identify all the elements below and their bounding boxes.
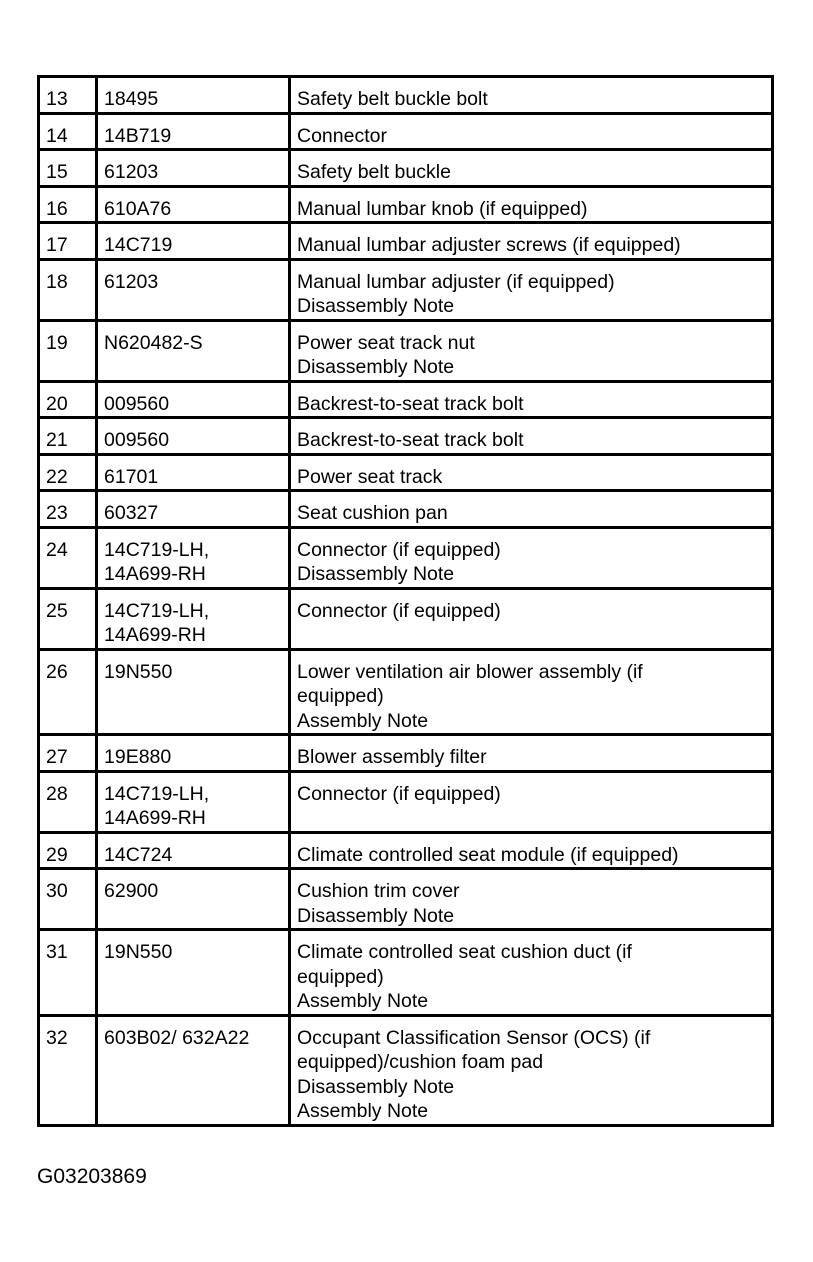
description-cell: [290, 930, 773, 1016]
part-number-cell: [97, 491, 290, 528]
table-row: [39, 186, 773, 223]
item-number-cell: [39, 735, 97, 772]
description-cell: [290, 381, 773, 418]
item-number: 14: [46, 124, 68, 147]
table-row: [39, 223, 773, 260]
part-number-cell: [97, 735, 290, 772]
description-line: Disassembly Note: [297, 1075, 455, 1098]
item-number: 31: [46, 941, 68, 963]
item-number: 26: [46, 660, 68, 683]
part-number-cell: [97, 77, 290, 114]
description-line: Disassembly Note: [297, 295, 455, 317]
description-line: Connector: [297, 124, 387, 147]
part-number-line: 61203: [104, 161, 159, 183]
item-number: 17: [46, 234, 68, 256]
item-number-cell: [39, 150, 97, 187]
part-number-cell: [97, 418, 290, 455]
table-row: [39, 418, 773, 455]
description-line: Disassembly Note: [297, 904, 455, 927]
part-number-line: 19N550: [104, 941, 173, 963]
description-line: Disassembly Note: [297, 356, 455, 378]
part-number-line: 603B02/ 632A22: [104, 1026, 250, 1049]
item-number: 24: [46, 538, 68, 561]
item-number-cell: [39, 259, 97, 320]
part-number-line: 14C719-LH,: [104, 538, 210, 561]
table-row: [39, 527, 773, 588]
description-cell: [290, 320, 773, 381]
item-number: 19: [46, 331, 68, 354]
description-line: Connector (if equipped): [297, 782, 501, 805]
description-line: Lower ventilation air blower assembly (if: [297, 660, 643, 683]
description-line: equipped): [297, 685, 384, 707]
item-number-cell: [39, 381, 97, 418]
description-line: Power seat track: [297, 465, 443, 488]
description-cell: [290, 259, 773, 320]
part-number-cell: [97, 832, 290, 869]
item-number: 29: [46, 843, 68, 866]
item-number-cell: [39, 418, 97, 455]
part-number-cell: [97, 259, 290, 320]
description-cell: [290, 649, 773, 735]
item-number: 18: [46, 270, 68, 293]
part-number-cell: [97, 930, 290, 1016]
item-number: 30: [46, 880, 68, 902]
part-number-line: 19E880: [104, 746, 172, 768]
part-number-line: 14C724: [104, 843, 173, 866]
table-row: [39, 491, 773, 528]
table-row: [39, 771, 773, 832]
description-line: equipped): [297, 965, 384, 988]
part-number-line: 14A699-RH: [104, 563, 206, 585]
description-cell: [290, 527, 773, 588]
description-cell: [290, 1015, 773, 1125]
item-number-cell: [39, 869, 97, 930]
description-line: Assembly Note: [297, 709, 429, 732]
item-number-cell: [39, 77, 97, 114]
item-number-cell: [39, 588, 97, 649]
part-number-line: 14C719: [104, 234, 173, 256]
description-line: Disassembly Note: [297, 563, 455, 585]
table-row: [39, 320, 773, 381]
part-number-cell: [97, 223, 290, 260]
part-number-line: 14A699-RH: [104, 624, 206, 646]
item-number: 21: [46, 429, 68, 451]
description-line: Connector (if equipped): [297, 599, 501, 622]
part-number-cell: [97, 320, 290, 381]
description-line: Cushion trim cover: [297, 880, 460, 902]
part-number-cell: [97, 1015, 290, 1125]
description-line: Manual lumbar adjuster (if equipped): [297, 270, 615, 293]
description-line: Assembly Note: [297, 990, 429, 1012]
item-number-cell: [39, 1015, 97, 1125]
part-number-line: 61203: [104, 270, 159, 293]
description-line: Blower assembly filter: [297, 746, 487, 768]
item-number-cell: [39, 832, 97, 869]
item-number-cell: [39, 527, 97, 588]
description-cell: [290, 491, 773, 528]
item-number-cell: [39, 186, 97, 223]
part-number-cell: [97, 588, 290, 649]
part-number-line: 009560: [104, 429, 170, 451]
description-cell: [290, 223, 773, 260]
part-number-cell: [97, 649, 290, 735]
part-number-line: 009560: [104, 392, 170, 415]
description-line: Backrest-to-seat track bolt: [297, 392, 524, 415]
item-number: 20: [46, 392, 68, 415]
part-number-cell: [97, 454, 290, 491]
description-line: Assembly Note: [297, 1100, 429, 1122]
table-row: [39, 77, 773, 114]
item-number-cell: [39, 454, 97, 491]
parts-table-body: [39, 77, 773, 1126]
table-row: [39, 381, 773, 418]
table-row: [39, 259, 773, 320]
description-line: Power seat track nut: [297, 331, 475, 354]
table-row: [39, 150, 773, 187]
item-number: 22: [46, 465, 68, 488]
description-line: Connector (if equipped): [297, 538, 501, 561]
part-number-line: 19N550: [104, 660, 173, 683]
part-number-cell: [97, 771, 290, 832]
part-number-line: 61701: [104, 465, 159, 488]
table-row: [39, 869, 773, 930]
item-number: 25: [46, 599, 68, 622]
item-number: 32: [46, 1026, 68, 1049]
item-number-cell: [39, 113, 97, 150]
item-number-cell: [39, 223, 97, 260]
description-cell: [290, 418, 773, 455]
table-row: [39, 113, 773, 150]
description-line: Manual lumbar knob (if equipped): [297, 197, 588, 220]
description-line: equipped)/cushion foam pad: [297, 1051, 544, 1073]
part-number-line: 610A76: [104, 197, 172, 220]
description-cell: [290, 869, 773, 930]
item-number-cell: [39, 320, 97, 381]
description-line: Manual lumbar adjuster screws (if equipped): [297, 234, 681, 256]
item-number-cell: [39, 771, 97, 832]
parts-table: [37, 75, 774, 1127]
item-number: 27: [46, 746, 68, 768]
table-row: [39, 930, 773, 1016]
table-row: [39, 454, 773, 491]
description-line: Seat cushion pan: [297, 502, 448, 524]
description-cell: [290, 77, 773, 114]
description-cell: [290, 832, 773, 869]
item-number-cell: [39, 649, 97, 735]
description-cell: [290, 150, 773, 187]
part-number-line: N620482-S: [104, 331, 203, 354]
table-row: [39, 649, 773, 735]
description-cell: [290, 454, 773, 491]
table-row: [39, 1015, 773, 1125]
item-number: 23: [46, 502, 68, 524]
part-number-cell: [97, 869, 290, 930]
table-row: [39, 832, 773, 869]
description-line: Safety belt buckle: [297, 161, 451, 183]
table-row: [39, 735, 773, 772]
item-number: 15: [46, 161, 68, 183]
item-number-cell: [39, 491, 97, 528]
part-number-line: 60327: [104, 502, 159, 524]
part-number-cell: [97, 381, 290, 418]
part-number-line: 62900: [104, 880, 159, 902]
description-cell: [290, 113, 773, 150]
part-number-line: 14C719-LH,: [104, 599, 210, 622]
description-line: Occupant Classification Sensor (OCS) (if: [297, 1026, 651, 1049]
table-row: [39, 588, 773, 649]
part-number-line: 14A699-RH: [104, 807, 206, 829]
description-cell: [290, 186, 773, 223]
description-line: Climate controlled seat module (if equipped): [297, 843, 679, 866]
part-number-line: 14B719: [104, 124, 172, 147]
item-number-cell: [39, 930, 97, 1016]
part-number-line: 18495: [104, 88, 159, 110]
item-number: 13: [46, 88, 68, 110]
item-number: 28: [46, 782, 68, 805]
part-number-cell: [97, 113, 290, 150]
description-cell: [290, 735, 773, 772]
description-cell: [290, 771, 773, 832]
description-line: Backrest-to-seat track bolt: [297, 429, 524, 451]
part-number-line: 14C719-LH,: [104, 782, 210, 805]
figure-id: G03203869: [37, 1165, 147, 1188]
part-number-cell: [97, 527, 290, 588]
part-number-cell: [97, 150, 290, 187]
item-number: 16: [46, 197, 68, 220]
description-line: Safety belt buckle bolt: [297, 88, 488, 110]
part-number-cell: [97, 186, 290, 223]
description-line: Climate controlled seat cushion duct (if: [297, 941, 632, 963]
description-cell: [290, 588, 773, 649]
